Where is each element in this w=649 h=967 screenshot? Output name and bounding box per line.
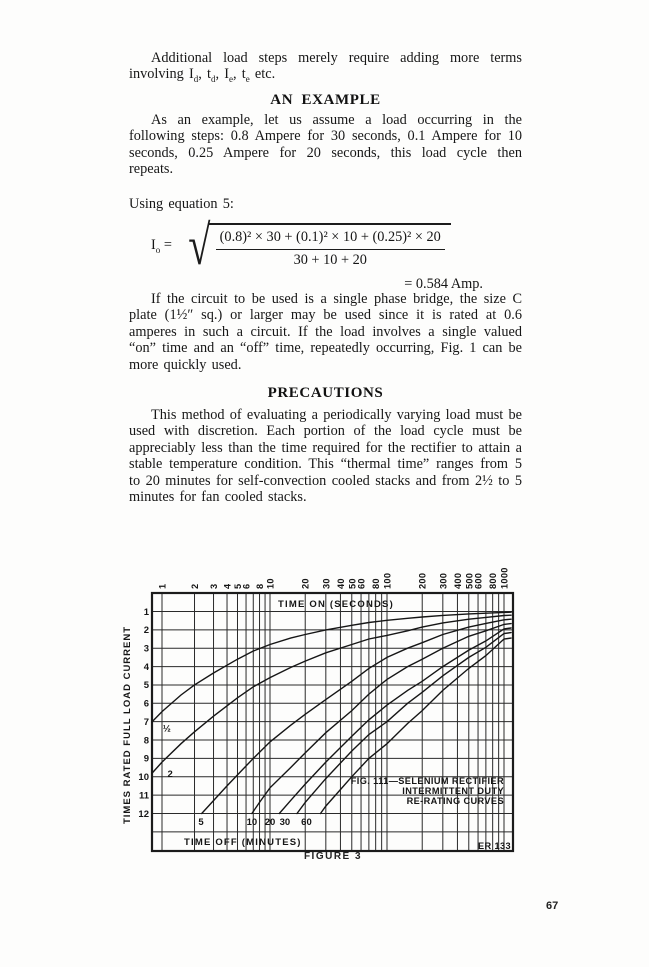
curve-label: 10 xyxy=(246,816,258,828)
fraction-numerator: (0.8)² × 30 + (0.1)² × 10 + (0.25)² × 20 xyxy=(216,229,445,250)
x-tick-label: 1 xyxy=(157,583,168,589)
y-tick-label: 5 xyxy=(143,680,149,692)
paragraph-text: Additional load steps merely require adding more terms involving I xyxy=(129,50,522,83)
radical-sign: √ xyxy=(188,215,211,277)
section-heading-precautions: PRECAUTIONS xyxy=(267,385,384,401)
x-tick-label: 8 xyxy=(255,583,266,589)
x-tick-label: 2 xyxy=(190,583,201,589)
curve-label: 60 xyxy=(301,816,312,828)
x-tick-label: 20 xyxy=(300,578,311,589)
equation-lhs: $I_o$ = xyxy=(151,236,172,255)
curve-label: ½ xyxy=(162,723,171,735)
subscript-d: d xyxy=(210,74,216,85)
chart-title-line: FIG. 111—SELENIUM RECTIFIER xyxy=(350,776,504,786)
y-tick-label: 4 xyxy=(143,661,149,673)
x-tick-label: 300 xyxy=(438,572,449,589)
paragraph-single-phase-bridge: If the circuit to be used is a single phase bridge, the size C plate (1½″ sq.) or larger may be used since it is rated at 0.6 amperes in such a circuit. If the load involves a single valued “on” time and an “off” time, repeatedly occurring, Fig. 1 can be more quickly used. xyxy=(129,291,522,373)
y-tick-label: 3 xyxy=(143,643,149,655)
x-tick-label: 80 xyxy=(371,578,382,589)
subscript-e: e xyxy=(229,74,233,85)
x-axis-title: TIME ON (SECONDS) xyxy=(278,599,394,610)
y-axis-title: TIMES RATED FULL LOAD CURRENT xyxy=(122,625,133,825)
curve-label: 30 xyxy=(279,816,291,828)
paragraph-precautions: This method of evaluating a periodically varying load must be used with discretion. Each portion of the load cycle must be appreciably less than the time required for the rectifier to attain a stable temperature condition. This “thermal time” ranges from 5 to 20 minutes for self-convection cooled stacks and from 2½ to 5 minutes for fan cooled stacks. xyxy=(129,407,522,506)
y-tick-label: 12 xyxy=(138,808,149,820)
y-tick-label: 7 xyxy=(143,716,149,728)
y-tick-label: 6 xyxy=(143,698,149,710)
y-tick-label: 1 xyxy=(143,606,149,618)
paragraph-example-load-steps: As an example, let us assume a load occurring in the following steps: 0.8 Ampere for 30 seconds, 0.1 Ampere for 10 seconds, 0.25 Ampere for 20 seconds, this load cycle then repeats. xyxy=(129,112,522,178)
subscript-d: d xyxy=(193,74,199,85)
x-tick-label: 6 xyxy=(241,583,252,589)
x-tick-label: 400 xyxy=(452,572,463,589)
x-tick-label: 3 xyxy=(209,583,220,589)
x-tick-label: 50 xyxy=(347,578,358,589)
curve-label: 20 xyxy=(264,816,276,828)
x-tick-label: 600 xyxy=(473,572,484,589)
y-tick-label: 8 xyxy=(143,735,149,747)
section-heading-an-example: AN EXAMPLE xyxy=(270,92,381,108)
chart-corner-label: ER 133 xyxy=(477,841,511,851)
subscript-o: o xyxy=(155,244,161,255)
y-tick-label: 9 xyxy=(143,753,149,765)
chart-title-line: RE-RATING CURVES xyxy=(406,796,504,806)
x-tick-label: 100 xyxy=(382,572,393,589)
y-tick-label: 10 xyxy=(138,772,149,784)
y-tick-label: 2 xyxy=(143,625,149,637)
subscript-e: e xyxy=(245,74,250,85)
equation-result: = 0.584 Amp. xyxy=(404,276,483,292)
chart-title-line: INTERMITTENT DUTY xyxy=(402,786,504,796)
x-tick-label: 500 xyxy=(464,572,475,589)
x-tick-label: 30 xyxy=(321,578,332,589)
y-tick-label: 11 xyxy=(138,790,149,802)
figure-caption: FIGURE 3 xyxy=(303,851,363,862)
curve-label: 5 xyxy=(198,816,204,828)
x-tick-label: 1000 xyxy=(499,567,510,589)
fraction-denominator: 30 + 10 + 20 xyxy=(293,252,367,268)
x-tick-label: 800 xyxy=(488,572,499,589)
equals-sign: = xyxy=(163,236,172,253)
page-number: 67 xyxy=(546,900,559,912)
x-tick-label: 5 xyxy=(232,583,243,589)
x-tick-label: 4 xyxy=(222,583,233,589)
paragraph-additional-load-steps: Additional load steps merely require adding more terms involving $I_d$, $t_d$, $I_e$, $t_e$ etc. xyxy=(129,50,522,85)
x-tick-label: 40 xyxy=(335,578,346,589)
using-equation-line: Using equation 5: xyxy=(129,196,234,212)
x-tick-label: 200 xyxy=(417,572,428,589)
x-tick-label: 10 xyxy=(265,578,276,589)
curve-label: 2 xyxy=(167,769,173,781)
x2-axis-title: TIME OFF (MINUTES) xyxy=(184,837,302,848)
x-tick-label: 60 xyxy=(356,578,367,589)
